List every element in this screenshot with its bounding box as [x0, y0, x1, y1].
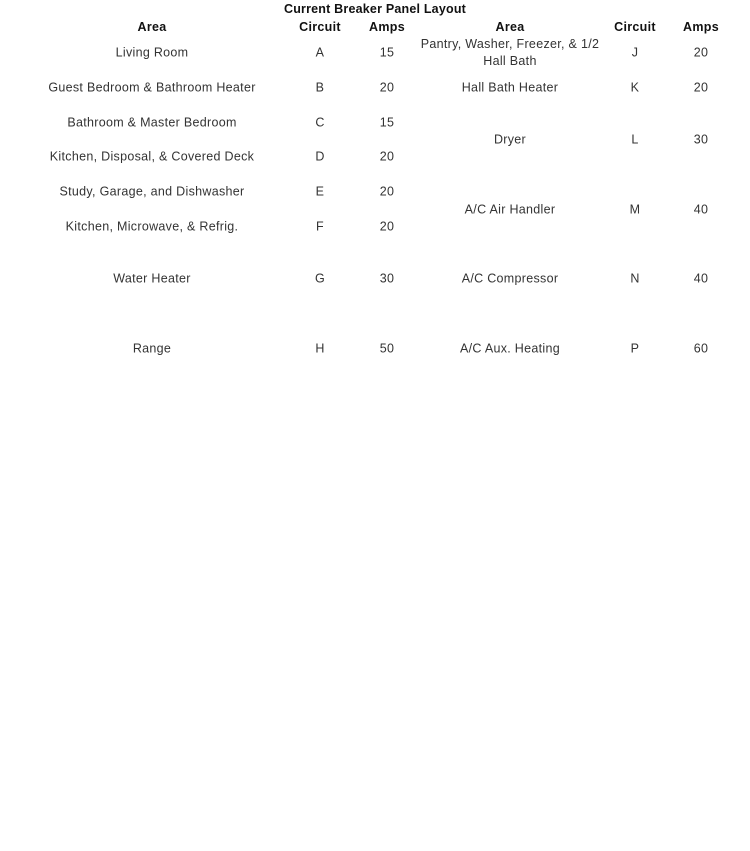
- right-row-5-circuit: P: [630, 341, 640, 356]
- right-row-2-area: Dryer: [493, 132, 527, 147]
- right-row-0-area: Pantry, Washer, Freezer, & 1/2 Hall Bath: [420, 37, 600, 68]
- right-row-5-area: A/C Aux. Heating: [460, 341, 560, 356]
- right-row-5-amps: 60: [693, 341, 709, 356]
- left-row-7-amps: 50: [379, 341, 395, 356]
- left-row-6-area: Water Heater: [113, 271, 191, 286]
- left-row-1-amps: 20: [379, 80, 395, 95]
- right-row-4-amps: 40: [693, 271, 709, 286]
- right-row-0-circuit: J: [631, 45, 639, 60]
- right-row-3-area: A/C Air Handler: [464, 202, 556, 217]
- right-row-2-amps: 30: [693, 132, 709, 147]
- left-row-0-amps: 15: [379, 45, 395, 60]
- left-row-7-area: Range: [132, 341, 172, 356]
- left-row-6-circuit: G: [314, 271, 326, 286]
- left-row-4-circuit: E: [315, 184, 325, 199]
- left-row-7-circuit: H: [315, 341, 325, 356]
- left-row-4-amps: 20: [379, 184, 395, 199]
- left-row-4-area: Study, Garage, and Dishwasher: [59, 184, 245, 199]
- right-row-1-amps: 20: [693, 80, 709, 95]
- header-area-right: Area: [495, 20, 525, 34]
- right-row-4-circuit: N: [630, 271, 640, 286]
- left-row-2-amps: 15: [379, 115, 395, 130]
- right-row-3-circuit: M: [629, 202, 641, 217]
- right-row-0-amps: 20: [693, 45, 709, 60]
- right-row-3-amps: 40: [693, 202, 709, 217]
- left-row-3-amps: 20: [379, 149, 395, 164]
- left-row-3-circuit: D: [315, 149, 325, 164]
- right-row-4-area: A/C Compressor: [461, 271, 559, 286]
- left-row-0-area: Living Room: [115, 45, 189, 60]
- header-area-left: Area: [137, 20, 167, 34]
- left-row-0-circuit: A: [315, 45, 325, 60]
- left-row-1-circuit: B: [315, 80, 325, 95]
- header-amps-right: Amps: [683, 20, 719, 34]
- left-row-5-area: Kitchen, Microwave, & Refrig.: [65, 219, 239, 234]
- left-row-3-area: Kitchen, Disposal, & Covered Deck: [49, 149, 255, 164]
- header-circuit-right: Circuit: [614, 20, 656, 34]
- left-row-5-amps: 20: [379, 219, 395, 234]
- header-circuit-left: Circuit: [299, 20, 341, 34]
- left-row-6-amps: 30: [379, 271, 395, 286]
- left-row-2-circuit: C: [315, 115, 325, 130]
- right-row-2-circuit: L: [631, 132, 639, 147]
- left-row-1-area: Guest Bedroom & Bathroom Heater: [48, 80, 256, 95]
- left-row-2-area: Bathroom & Master Bedroom: [67, 115, 237, 130]
- header-amps-left: Amps: [369, 20, 405, 34]
- page-title: Current Breaker Panel Layout: [283, 2, 467, 16]
- right-row-1-area: Hall Bath Heater: [461, 80, 559, 95]
- left-row-5-circuit: F: [316, 219, 324, 234]
- right-row-1-circuit: K: [630, 80, 640, 95]
